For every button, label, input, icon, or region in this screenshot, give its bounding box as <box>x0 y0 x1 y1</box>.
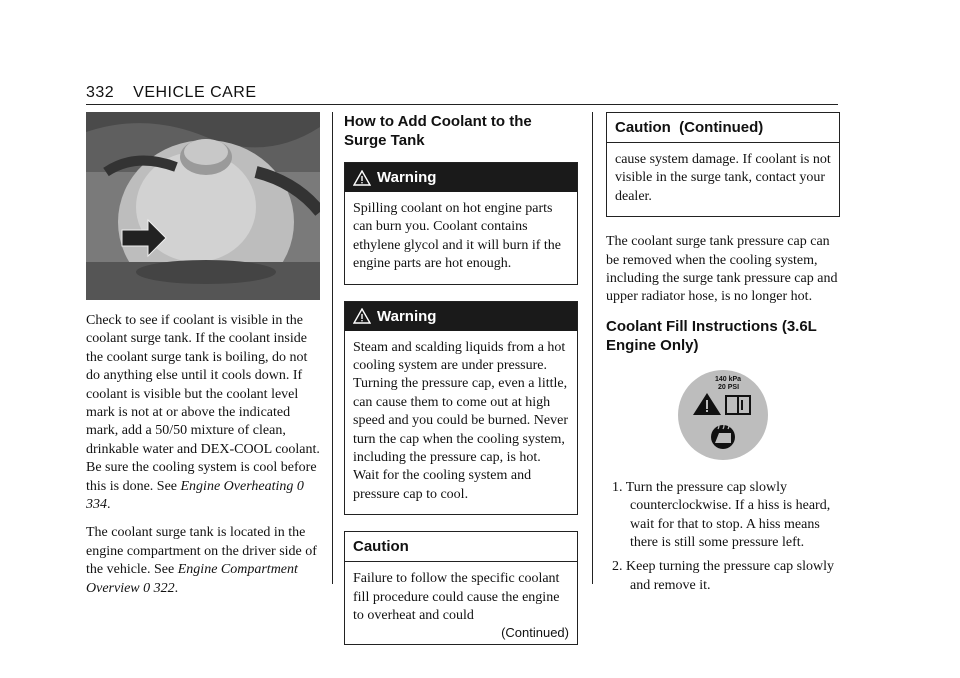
caution-title: Caution (Continued) <box>607 113 839 143</box>
section-heading: How to Add Coolant to the Surge Tank <box>344 113 532 149</box>
tank-location-paragraph: The coolant surge tank is located in the engine compartment on the driver side of the vehicle. See Engine Compartment Overview 0 322. <box>86 525 317 596</box>
section-heading: Coolant Fill Instructions (3.6L Engine Only) <box>606 317 817 354</box>
warning-body: Spilling coolant on hot engine parts can burn you. Coolant contains ethylene glycol and it will burn if the engine parts are hot enough. <box>353 201 562 272</box>
column-1 <box>86 112 320 608</box>
warning-triangle-icon <box>353 170 371 186</box>
warning-body: Steam and scalding liquids from a hot cooling system are under pressure. Turning the pressure cap, even a little, can cause them to come out at high speed and you could be burned. Never turn the cap when the cooling system, including the pressure cap, is hot. Wait for the cooling system and pressure cap to cool. <box>353 339 568 502</box>
caution-continued-box <box>606 112 840 217</box>
page-number: 332 <box>86 84 115 101</box>
cap-psi-label: 20 PSI <box>718 383 740 391</box>
caution-body: Failure to follow the specific coolant fill procedure could cause the engine to overheat and could (Continued) <box>345 562 577 644</box>
caution-title: Caution <box>345 532 577 562</box>
section-title: VEHICLE CARE <box>133 84 257 101</box>
list-item: 2. Keep turning the pressure cap slowly and remove it. <box>612 559 834 593</box>
warning-box <box>344 162 578 285</box>
page-header <box>86 84 257 102</box>
fill-steps-list <box>606 479 840 595</box>
pressure-cap-label-image <box>663 369 783 461</box>
caution-box <box>344 531 578 645</box>
manual-book-icon <box>725 395 751 415</box>
column-2 <box>344 112 578 645</box>
warning-box <box>344 301 578 516</box>
cross-ref-engine-compartment[interactable]: Engine Compartment Overview <box>86 562 298 596</box>
list-item: 1. Turn the pressure cap slowly counterclockwise. If a hiss is heard, wait for that to stop. A hiss means there is still some pressure left. <box>612 479 831 551</box>
warning-title: Warning <box>377 307 437 325</box>
continued-label: (Continued) <box>501 624 569 640</box>
column-3 <box>606 112 840 601</box>
column-divider <box>332 112 333 584</box>
warning-triangle-icon <box>353 308 371 324</box>
column-divider <box>592 112 593 584</box>
cap-kpa-label: 140 kPa <box>715 375 742 383</box>
caution-body: cause system damage. If coolant is not visible in the surge tank, contact your dealer. <box>615 152 831 204</box>
pressure-cap-paragraph: The coolant surge tank pressure cap can be removed when the cooling system, including the surge tank pressure cap and upper radiator hose, is no longer hot. <box>606 234 838 305</box>
warning-title: Warning <box>377 169 437 186</box>
engine-coolant-tank-photo <box>86 112 320 300</box>
coolant-check-paragraph: Check to see if coolant is visible in the coolant surge tank. If the coolant inside the coolant surge tank is boiling, do not do anything else until it cools down. If coolant is visible but the coolant level mark is not at or above the indicated mark, add a 50/50 mixture of clean, drinkable water and DEX-COOL coolant. Be sure the cooling system is cool before this is done. See Engine Overheating 0 334. <box>86 313 320 513</box>
header-rule <box>86 104 838 105</box>
cross-ref-engine-overheating[interactable]: Engine Overheating <box>180 478 294 494</box>
